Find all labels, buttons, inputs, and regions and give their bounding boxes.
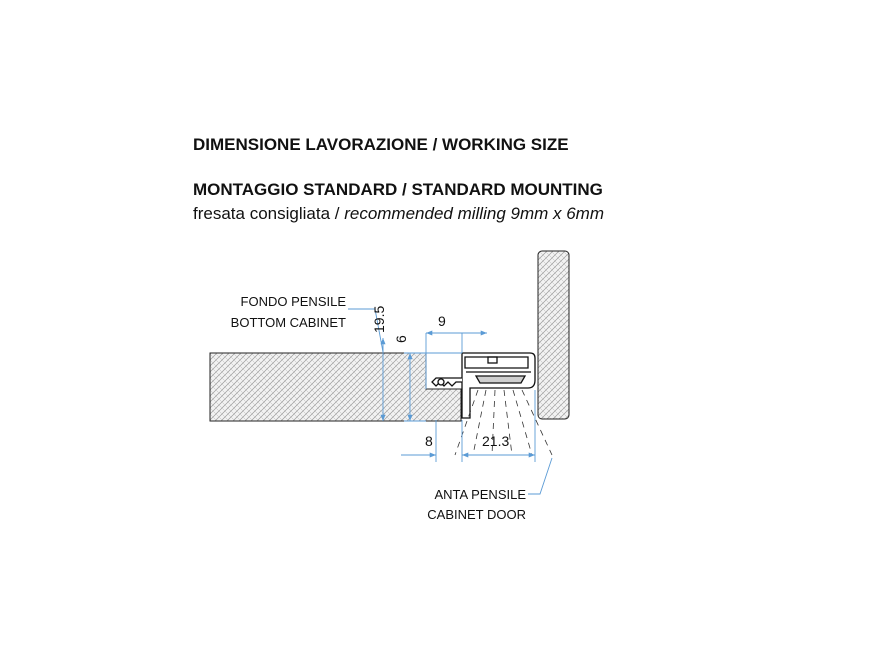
dim-width-profile: 21.3 bbox=[482, 433, 510, 449]
door-label-it: ANTA PENSILE bbox=[434, 487, 526, 502]
door-label-en: CABINET DOOR bbox=[427, 507, 526, 522]
bottom-cabinet-label-en: BOTTOM CABINET bbox=[230, 315, 346, 330]
milling-text-it: fresata consigliata / bbox=[193, 204, 345, 223]
bottom-cabinet-label-it: FONDO PENSILE bbox=[240, 294, 346, 309]
cabinet-door-panel bbox=[538, 251, 569, 419]
dim-offset: 8 bbox=[425, 433, 433, 449]
title-working-size: DIMENSIONE LAVORAZIONE / WORKING SIZE bbox=[193, 135, 569, 154]
bottom-cabinet-panel bbox=[210, 353, 461, 421]
title-mounting: MONTAGGIO STANDARD / STANDARD MOUNTING bbox=[193, 180, 603, 199]
dim-width-milling: 9 bbox=[438, 313, 446, 329]
dim-height-milling: 6 bbox=[393, 335, 409, 343]
milling-text-en: recommended milling 9mm x 6mm bbox=[344, 204, 604, 223]
dim-height-total: 19.5 bbox=[371, 305, 387, 333]
